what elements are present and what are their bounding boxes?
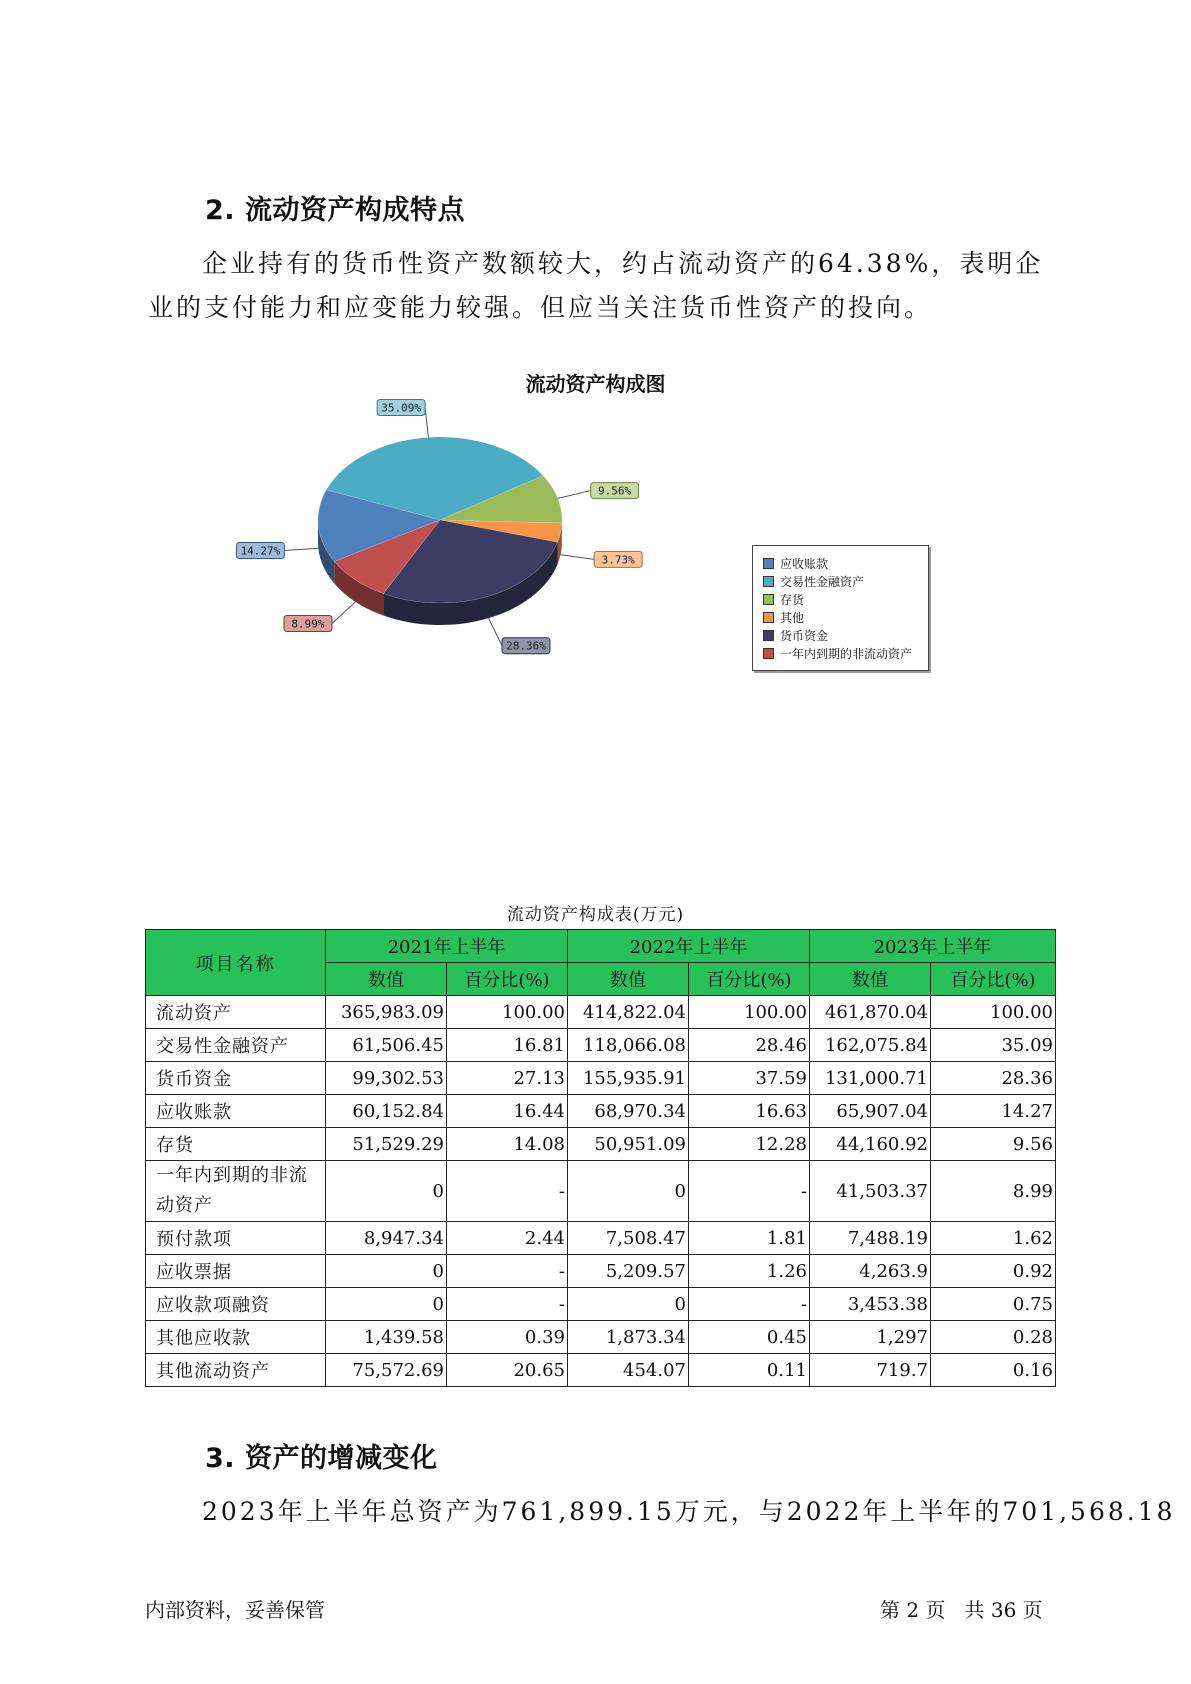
legend-label: 应收账款	[780, 556, 829, 571]
header-value: 数值	[568, 963, 689, 996]
percent-cell: 16.63	[689, 1095, 810, 1128]
percent-cell: 28.36	[931, 1062, 1056, 1095]
percent-cell: 0.16	[931, 1354, 1056, 1387]
percent-cell: -	[447, 1288, 568, 1321]
header-value: 数值	[810, 963, 931, 996]
legend-swatch	[763, 648, 774, 659]
percent-cell: -	[689, 1288, 810, 1321]
table-row	[146, 1161, 1056, 1222]
value-cell: 118,066.08	[568, 1029, 689, 1062]
header-year: 2022年上半年	[568, 930, 810, 963]
data-label: 8.99%	[291, 617, 325, 631]
table-row	[146, 996, 1056, 1029]
row-label: 应收账款	[146, 1095, 326, 1128]
data-label: 9.56%	[598, 484, 632, 498]
percent-cell: 2.44	[447, 1222, 568, 1255]
footer-confidential: 内部资料，妥善保管	[145, 1598, 325, 1622]
header-item-name: 项目名称	[146, 930, 326, 996]
value-cell: 1,297	[810, 1321, 931, 1354]
chart-legend	[752, 545, 929, 671]
row-label: 流动资产	[146, 996, 326, 1029]
pie-chart	[0, 401, 1191, 690]
value-cell: 7,488.19	[810, 1222, 931, 1255]
value-cell: 99,302.53	[326, 1062, 447, 1095]
section-heading: 2. 流动资产构成特点	[205, 195, 465, 226]
value-cell: 5,209.57	[568, 1255, 689, 1288]
percent-cell: 20.65	[447, 1354, 568, 1387]
percent-cell: 16.81	[447, 1029, 568, 1062]
table-caption: 流动资产构成表(万元)	[506, 905, 685, 925]
percent-cell: 1.62	[931, 1222, 1056, 1255]
value-cell: 155,935.91	[568, 1062, 689, 1095]
value-cell: 0	[568, 1161, 689, 1222]
table-row	[146, 1222, 1056, 1255]
percent-cell: 8.99	[931, 1161, 1056, 1222]
row-label: 其他流动资产	[146, 1354, 326, 1387]
value-cell: 461,870.04	[810, 996, 931, 1029]
percent-cell: 0.45	[689, 1321, 810, 1354]
row-label: 预付款项	[146, 1222, 326, 1255]
value-cell: 3,453.38	[810, 1288, 931, 1321]
value-cell: 0	[568, 1288, 689, 1321]
legend-swatch	[763, 576, 774, 587]
legend-label: 一年内到期的非流动资产	[780, 646, 913, 661]
header-year: 2021年上半年	[326, 930, 568, 963]
table-row	[146, 1288, 1056, 1321]
row-label: 存货	[146, 1128, 326, 1161]
legend-label: 货币资金	[780, 628, 829, 643]
value-cell: 162,075.84	[810, 1029, 931, 1062]
percent-cell: 9.56	[931, 1128, 1056, 1161]
section-paragraph: 企业持有的货币性资产数额较大，约占流动资产的64.38%，表明企业的支付能力和应变能力较强。但应当关注货币性资产的投向。	[148, 249, 1044, 322]
header-value: 数值	[326, 963, 447, 996]
data-label: 14.27%	[240, 544, 281, 558]
value-cell: 50,951.09	[568, 1128, 689, 1161]
value-cell: 51,529.29	[326, 1128, 447, 1161]
value-cell: 75,572.69	[326, 1354, 447, 1387]
chart-title: 流动资产构成图	[525, 372, 666, 396]
percent-cell: 0.92	[931, 1255, 1056, 1288]
leader-line	[561, 555, 595, 560]
asset-table	[145, 929, 1056, 1387]
percent-cell: 0.75	[931, 1288, 1056, 1321]
legend-item	[763, 644, 918, 662]
value-cell: 1,439.58	[326, 1321, 447, 1354]
percent-cell: 37.59	[689, 1062, 810, 1095]
percent-cell: -	[447, 1255, 568, 1288]
legend-item	[763, 626, 918, 644]
percent-cell: 35.09	[931, 1029, 1056, 1062]
table-row	[146, 1062, 1056, 1095]
value-cell: 8,947.34	[326, 1222, 447, 1255]
value-cell: 65,907.04	[810, 1095, 931, 1128]
legend-label: 存货	[780, 592, 805, 607]
row-label: 应收款项融资	[146, 1288, 326, 1321]
value-cell: 454.07	[568, 1354, 689, 1387]
row-label: 货币资金	[146, 1062, 326, 1095]
leader-line	[332, 602, 356, 624]
footer-page-number: 第 2 页 共 36 页	[880, 1598, 1043, 1622]
value-cell: 68,970.34	[568, 1095, 689, 1128]
data-label: 35.09%	[381, 401, 422, 415]
table-row	[146, 1095, 1056, 1128]
legend-item	[763, 554, 918, 572]
value-cell: 0	[326, 1255, 447, 1288]
section-heading: 3. 资产的增减变化	[205, 1443, 438, 1474]
leader-line	[284, 548, 318, 550]
row-label: 交易性金融资产	[146, 1029, 326, 1062]
value-cell: 0	[326, 1161, 447, 1222]
header-percent: 百分比(%)	[689, 963, 810, 996]
legend-swatch	[763, 558, 774, 569]
percent-cell: 100.00	[931, 996, 1056, 1029]
value-cell: 365,983.09	[326, 996, 447, 1029]
legend-swatch	[763, 612, 774, 623]
percent-cell: 0.28	[931, 1321, 1056, 1354]
value-cell: 41,503.37	[810, 1161, 931, 1222]
percent-cell: 100.00	[447, 996, 568, 1029]
percent-cell: -	[689, 1161, 810, 1222]
percent-cell: 100.00	[689, 996, 810, 1029]
value-cell: 61,506.45	[326, 1029, 447, 1062]
header-percent: 百分比(%)	[447, 963, 568, 996]
leader-line	[488, 618, 502, 646]
value-cell: 1,873.34	[568, 1321, 689, 1354]
percent-cell: 14.08	[447, 1128, 568, 1161]
table-row	[146, 1128, 1056, 1161]
table-row	[146, 1255, 1056, 1288]
row-label: 其他应收款	[146, 1321, 326, 1354]
leader-line	[558, 491, 591, 499]
table-row	[146, 1354, 1056, 1387]
percent-cell: 28.46	[689, 1029, 810, 1062]
row-label: 一年内到期的非流动资产	[146, 1161, 326, 1222]
value-cell: 0	[326, 1288, 447, 1321]
percent-cell: -	[447, 1161, 568, 1222]
percent-cell: 14.27	[931, 1095, 1056, 1128]
table-row	[146, 1321, 1056, 1354]
legend-item	[763, 590, 918, 608]
legend-label: 交易性金融资产	[780, 574, 865, 589]
section-paragraph: 2023年上半年总资产为761,899.15万元，与2022年上半年的701,568.18	[202, 1497, 1176, 1526]
value-cell: 44,160.92	[810, 1128, 931, 1161]
data-label: 28.36%	[506, 639, 546, 653]
percent-cell: 1.81	[689, 1222, 810, 1255]
legend-swatch	[763, 630, 774, 641]
value-cell: 60,152.84	[326, 1095, 447, 1128]
row-label: 应收票据	[146, 1255, 326, 1288]
header-percent: 百分比(%)	[931, 963, 1056, 996]
legend-label: 其他	[780, 610, 805, 625]
percent-cell: 1.26	[689, 1255, 810, 1288]
header-year: 2023年上半年	[810, 930, 1056, 963]
legend-swatch	[763, 594, 774, 605]
legend-item	[763, 572, 918, 590]
value-cell: 131,000.71	[810, 1062, 931, 1095]
value-cell: 7,508.47	[568, 1222, 689, 1255]
data-label: 3.73%	[601, 553, 635, 567]
percent-cell: 16.44	[447, 1095, 568, 1128]
percent-cell: 12.28	[689, 1128, 810, 1161]
table-row	[146, 1029, 1056, 1062]
legend-item	[763, 608, 918, 626]
percent-cell: 0.11	[689, 1354, 810, 1387]
value-cell: 414,822.04	[568, 996, 689, 1029]
value-cell: 719.7	[810, 1354, 931, 1387]
value-cell: 4,263.9	[810, 1255, 931, 1288]
percent-cell: 0.39	[447, 1321, 568, 1354]
percent-cell: 27.13	[447, 1062, 568, 1095]
